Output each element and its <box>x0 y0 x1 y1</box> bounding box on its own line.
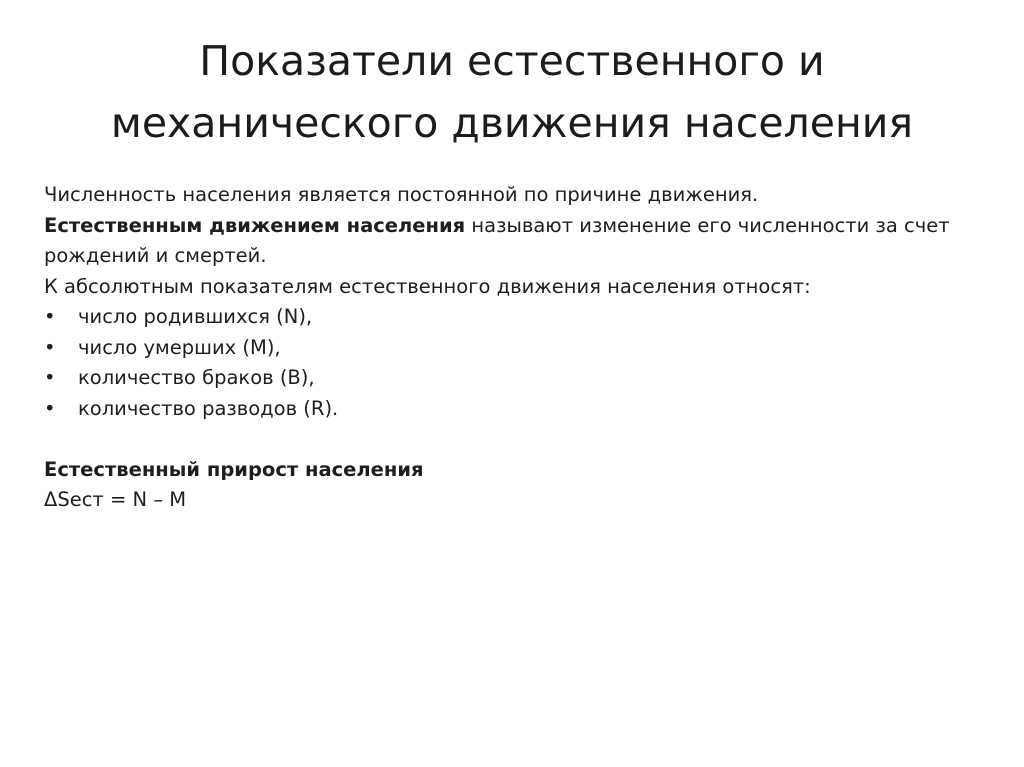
list-item <box>44 363 984 394</box>
bullet-icon: • <box>44 305 56 328</box>
list-item-text: число родившихся (N), <box>78 305 313 328</box>
slide-body <box>44 180 984 516</box>
list-item <box>44 394 984 425</box>
spacer <box>44 424 984 455</box>
bullet-icon: • <box>44 335 56 359</box>
slide-title-line-1: Показатели естественного и <box>199 37 825 85</box>
bullet-icon: • <box>44 396 56 420</box>
list-item-text: количество разводов (R). <box>78 396 339 420</box>
list-item-text: количество браков (B), <box>78 366 315 389</box>
subheading-text: Естественный прирост населения <box>44 457 424 481</box>
list-item <box>44 302 984 333</box>
intro-text: Численность населения является постоянной по причине движения. <box>44 183 759 206</box>
definition-paragraph <box>44 211 984 272</box>
formula: ΔSест = N – M <box>44 488 187 511</box>
list-item <box>44 333 984 364</box>
subheading <box>44 455 984 486</box>
list-item-text: число умерших (M), <box>78 335 281 359</box>
definition-term: Естественным движением населения <box>44 213 466 237</box>
indicator-list <box>44 302 984 424</box>
definition-text: называют изменение его численности за счет рождений и смертей. <box>44 213 950 267</box>
bullet-icon: • <box>44 366 56 389</box>
slide-title-line-2: механического движения населения <box>110 99 914 147</box>
list-intro-text: К абсолютным показателям естественного движения населения относят: <box>44 274 811 298</box>
slide-title <box>40 30 984 154</box>
